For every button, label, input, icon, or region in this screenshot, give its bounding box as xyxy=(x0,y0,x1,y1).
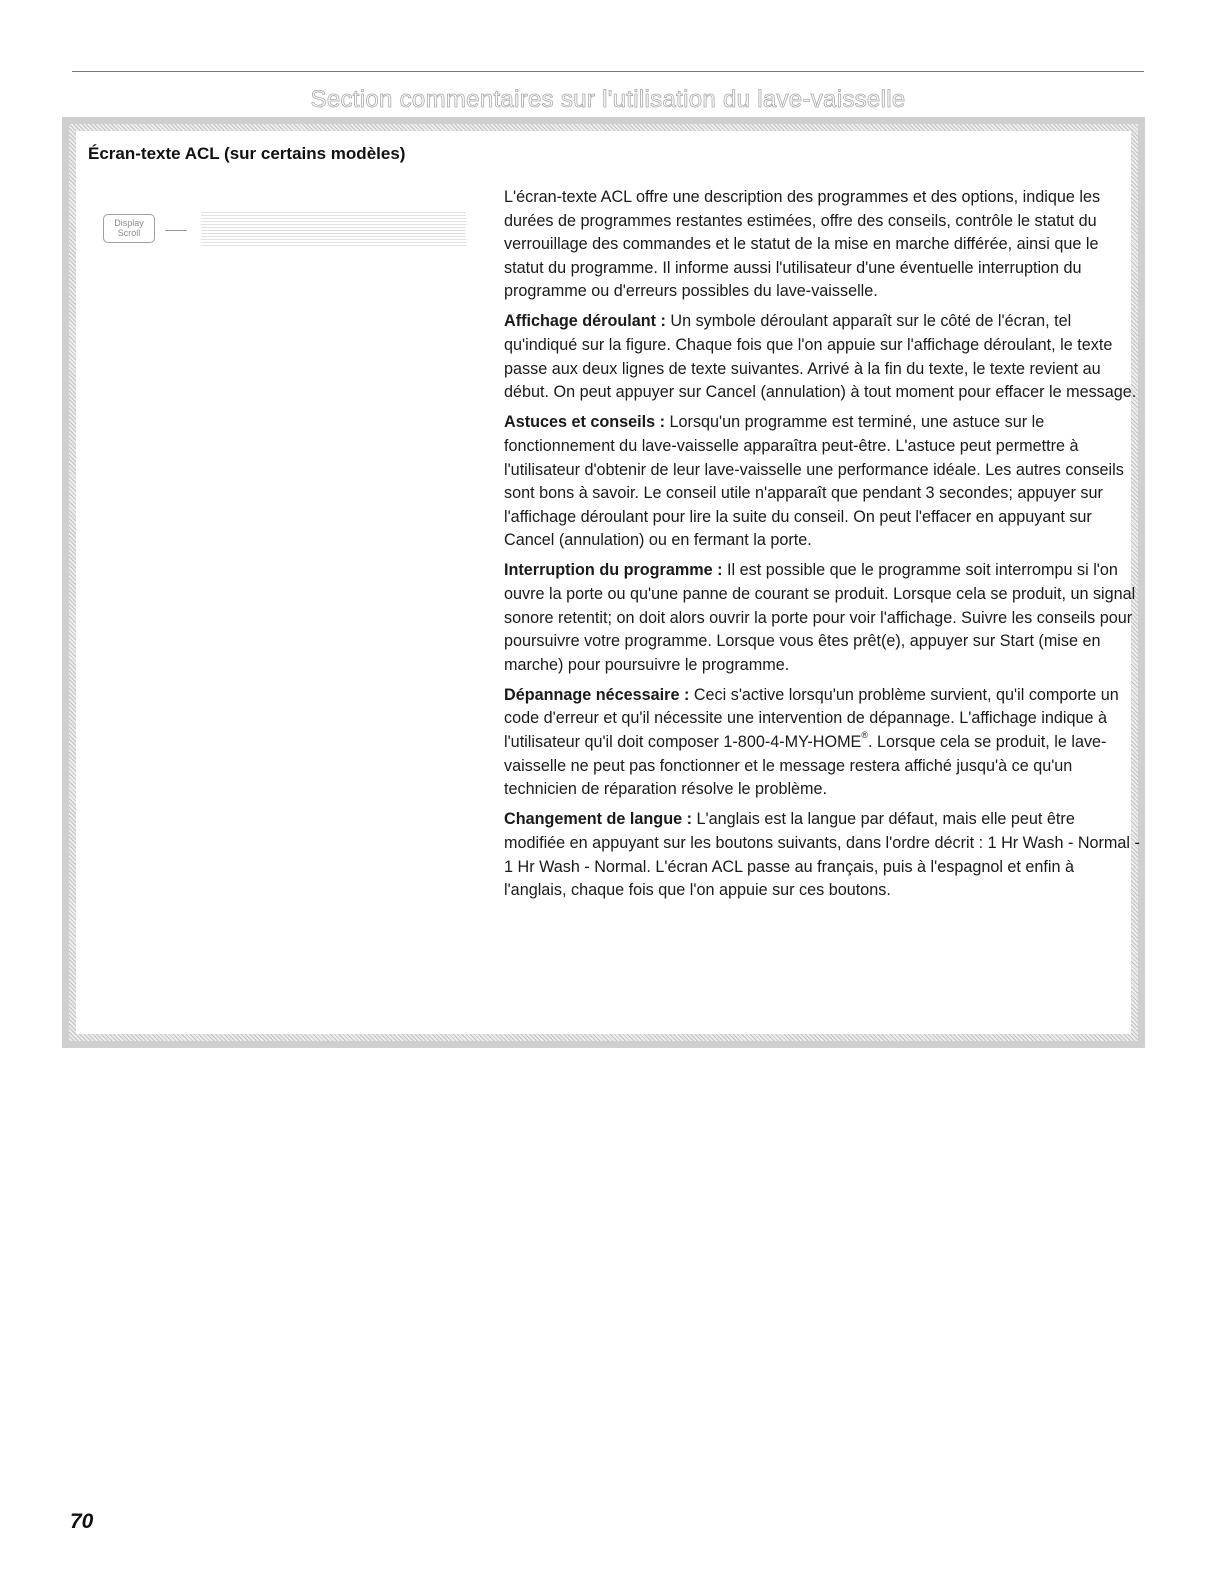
top-rule xyxy=(72,71,1144,72)
registered-mark: ® xyxy=(861,730,868,741)
display-scroll-button-line1: Display xyxy=(114,218,144,228)
info-box-inner xyxy=(76,131,1140,1034)
scroll-title: Affichage déroulant : xyxy=(504,312,666,331)
box-heading: Écran-texte ACL (sur certains modèles) xyxy=(88,144,406,163)
service-text-b: . Lorsque cela se produit, le lave-vaisselle ne peut pas fonctionner et le message restera affiché jusqu'à ce qu'un technicien de réparation résolve le problème. xyxy=(504,733,1107,799)
paragraph-language xyxy=(504,808,1140,902)
scroll-text: Un symbole déroulant apparaît sur le côté de l'écran, tel qu'indiqué sur la figure. Chaque fois que l'on appuie sur l'affichage déroulant, le texte passe aux deux lignes de texte suivantes. Arrivé à la fin du texte, le texte revient au début. On peut appuyer sur Cancel (annulation) à tout moment pour effacer le message. xyxy=(504,312,1137,402)
language-text: L'anglais est la langue par défaut, mais elle peut être modifiée en appuyant sur les boutons suivants, dans l'ordre décrit : 1 Hr Wash - Normal - 1 Hr Wash - Normal. L'écran ACL passe au français, puis à l'espagnol et enfin à l'anglais, chaque fois que l'on appuie sur ces boutons. xyxy=(504,810,1140,900)
intro-text: L'écran-texte ACL offre une description des programmes et des options, indique les durées de programmes restantes estimées, offre des conseils, contrôle le statut du verrouillage des commandes et le statut de la mise en marche différée, ainsi que le statut du programme. Il informe aussi l'utilisateur d'une éventuelle interruption du programme ou d'erreurs possibles du lave-vaisselle. xyxy=(504,188,1101,301)
lcd-panel-illustration xyxy=(103,210,469,246)
tips-title: Astuces et conseils : xyxy=(504,413,666,432)
paragraph-interruption xyxy=(504,559,1140,677)
lcd-screen xyxy=(201,210,466,246)
info-box xyxy=(62,117,1145,1048)
service-title: Dépannage nécessaire : xyxy=(504,685,690,704)
paragraph-service xyxy=(504,684,1140,802)
service-text-a: Ceci s'active lorsqu'un problème survient, qu'il comporte un code d'erreur et qu'il nécessite une intervention de dépannage. L'affichage indique à l'utilisateur qu'il doit composer 1-800-4-MY-HOME xyxy=(504,685,1119,752)
tips-text: Lorsqu'un programme est terminé, une astuce sur le fonctionnement du lave-vaisselle apparaîtra peut-être. L'astuce peut permettre à l'utilisateur d'obtenir de leur lave-vaisselle une performance idéale. Les autres conseils sont bons à savoir. Le conseil utile n'apparaît que pendant 3 secondes; appuyer sur l'affichage déroulant pour lire la suite du conseil. On peut l'effacer en appuyant sur Cancel (annulation) ou en fermant la porte. xyxy=(504,413,1124,550)
section-title: Section commentaires sur l'utilisation du lave-vaisselle xyxy=(310,86,906,113)
interruption-title: Interruption du programme : xyxy=(504,561,723,580)
paragraph-intro xyxy=(504,186,1140,304)
paragraph-scroll xyxy=(504,310,1140,404)
description-text xyxy=(504,186,1140,909)
display-scroll-button xyxy=(103,214,155,243)
language-title: Changement de langue : xyxy=(504,810,692,829)
paragraph-tips xyxy=(504,411,1140,553)
page-number: 70 xyxy=(70,1510,94,1533)
interruption-text: Il est possible que le programme soit interrompu si l'on ouvre la porte ou qu'une panne de courant se produit. Lorsque cela se produit, un signal sonore retentit; on doit alors ouvrir la porte pour voir l'affichage. Suivre les conseils pour poursuivre votre programme. Lorsque vous êtes prêt(e), appuyer sur Start (mise en marche) pour poursuivre le programme. xyxy=(504,561,1136,674)
display-scroll-button-line2: Scroll xyxy=(117,228,141,238)
leader-line xyxy=(165,230,187,231)
